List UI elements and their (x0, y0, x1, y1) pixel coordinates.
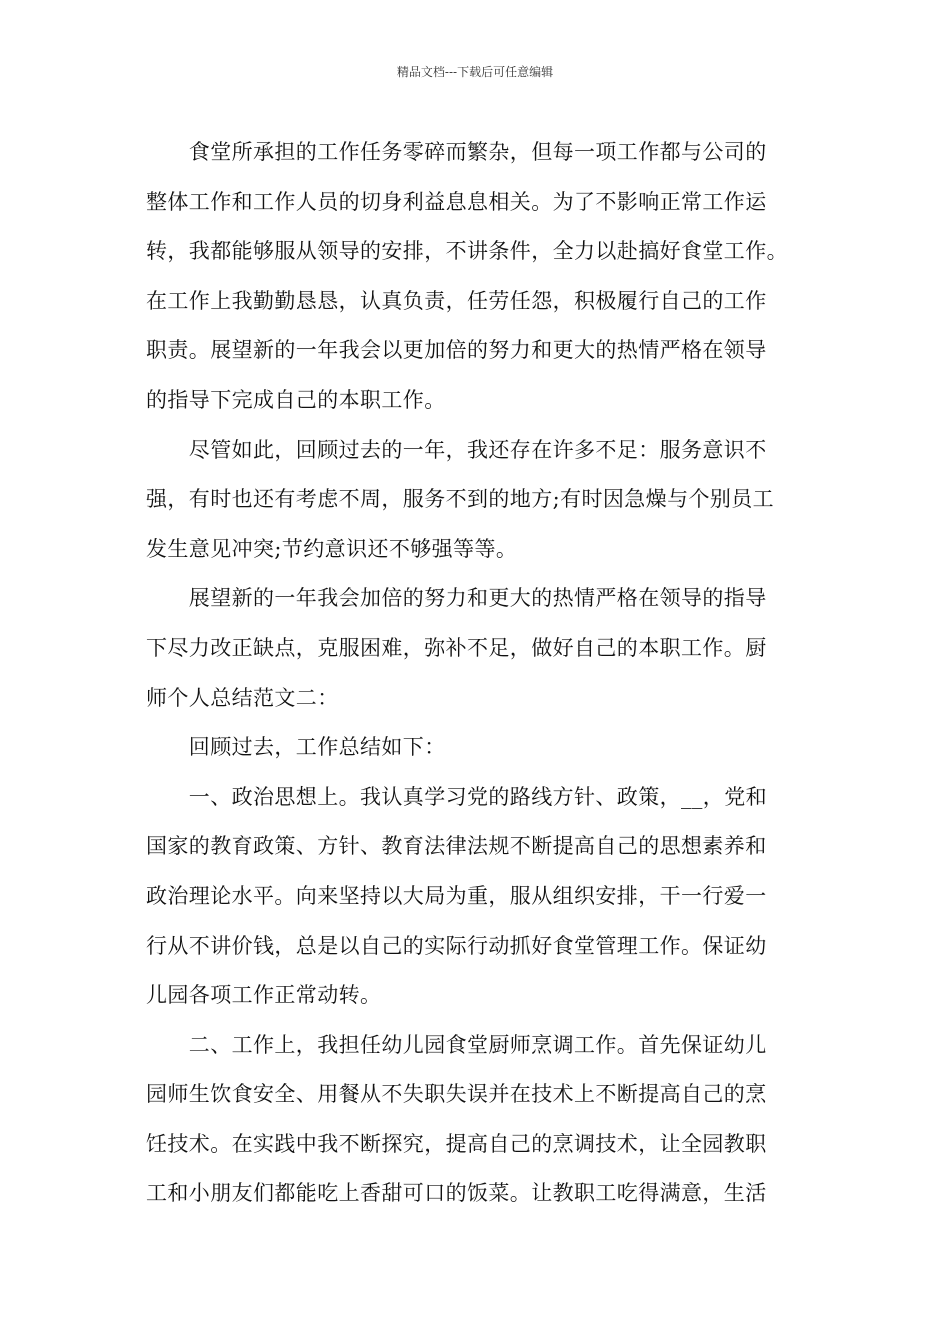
text-line: 工和小朋友们都能吃上香甜可口的饭菜。让教职工吃得满意，生活 (146, 1181, 767, 1206)
text-line: 转，我都能够服从领导的安排，不讲条件，全力以赴搞好食堂工作。 (146, 239, 788, 264)
text-line: 的指导下完成自己的本职工作。 (146, 387, 446, 412)
text-line: 儿园各项工作正常动转。 (146, 983, 382, 1008)
text-line: 职责。展望新的一年我会以更加倍的努力和更大的热情严格在领导 (146, 338, 767, 363)
page-header: 精品文档---下载后可任意编辑 (396, 65, 554, 79)
text-line: 回顾过去，工作总结如下： (146, 735, 446, 760)
text-line: 行从不讲价钱，总是以自己的实际行动抓好食堂管理工作。保证幼 (146, 933, 767, 958)
text-line: 整体工作和工作人员的切身利益息息相关。为了不影响正常工作运 (146, 189, 767, 214)
text-line: 展望新的一年我会加倍的努力和更大的热情严格在领导的指导 (146, 586, 767, 611)
document-body (146, 128, 826, 1219)
text-line: 在工作上我勤勤恳恳，认真负责，任劳任怨，积极履行自己的工作 (146, 288, 767, 313)
text-line: 尽管如此，回顾过去的一年，我还存在许多不足：服务意识不 (146, 437, 767, 462)
text-line: 发生意见冲突;节约意识还不够强等等。 (146, 536, 518, 561)
text-line: 一、政治思想上。我认真学习党的路线方针、政策，__，党和 (146, 784, 767, 809)
text-line: 国家的教育政策、方针、教育法律法规不断提高自己的思想素养和 (146, 834, 767, 859)
text-line: 饪技术。在实践中我不断探究，提高自己的烹调技术，让全园教职 (146, 1131, 767, 1156)
text-line: 食堂所承担的工作任务零碎而繁杂，但每一项工作都与公司的 (146, 140, 767, 164)
text-line: 园师生饮食安全、用餐从不失职失误并在技术上不断提高自己的烹 (146, 1082, 767, 1107)
text-line: 下尽力改正缺点，克服困难，弥补不足，做好自己的本职工作。厨 (146, 635, 767, 660)
text-line: 强，有时也还有考虑不周，服务不到的地方;有时因急燥与个别员工 (146, 487, 775, 512)
text-line: 二、工作上，我担任幼儿园食堂厨师烹调工作。首先保证幼儿 (146, 1032, 767, 1057)
text-line: 师个人总结范文二： (146, 685, 339, 710)
text-line: 政治理论水平。向来坚持以大局为重，服从组织安排，干一行爱一 (146, 883, 767, 908)
